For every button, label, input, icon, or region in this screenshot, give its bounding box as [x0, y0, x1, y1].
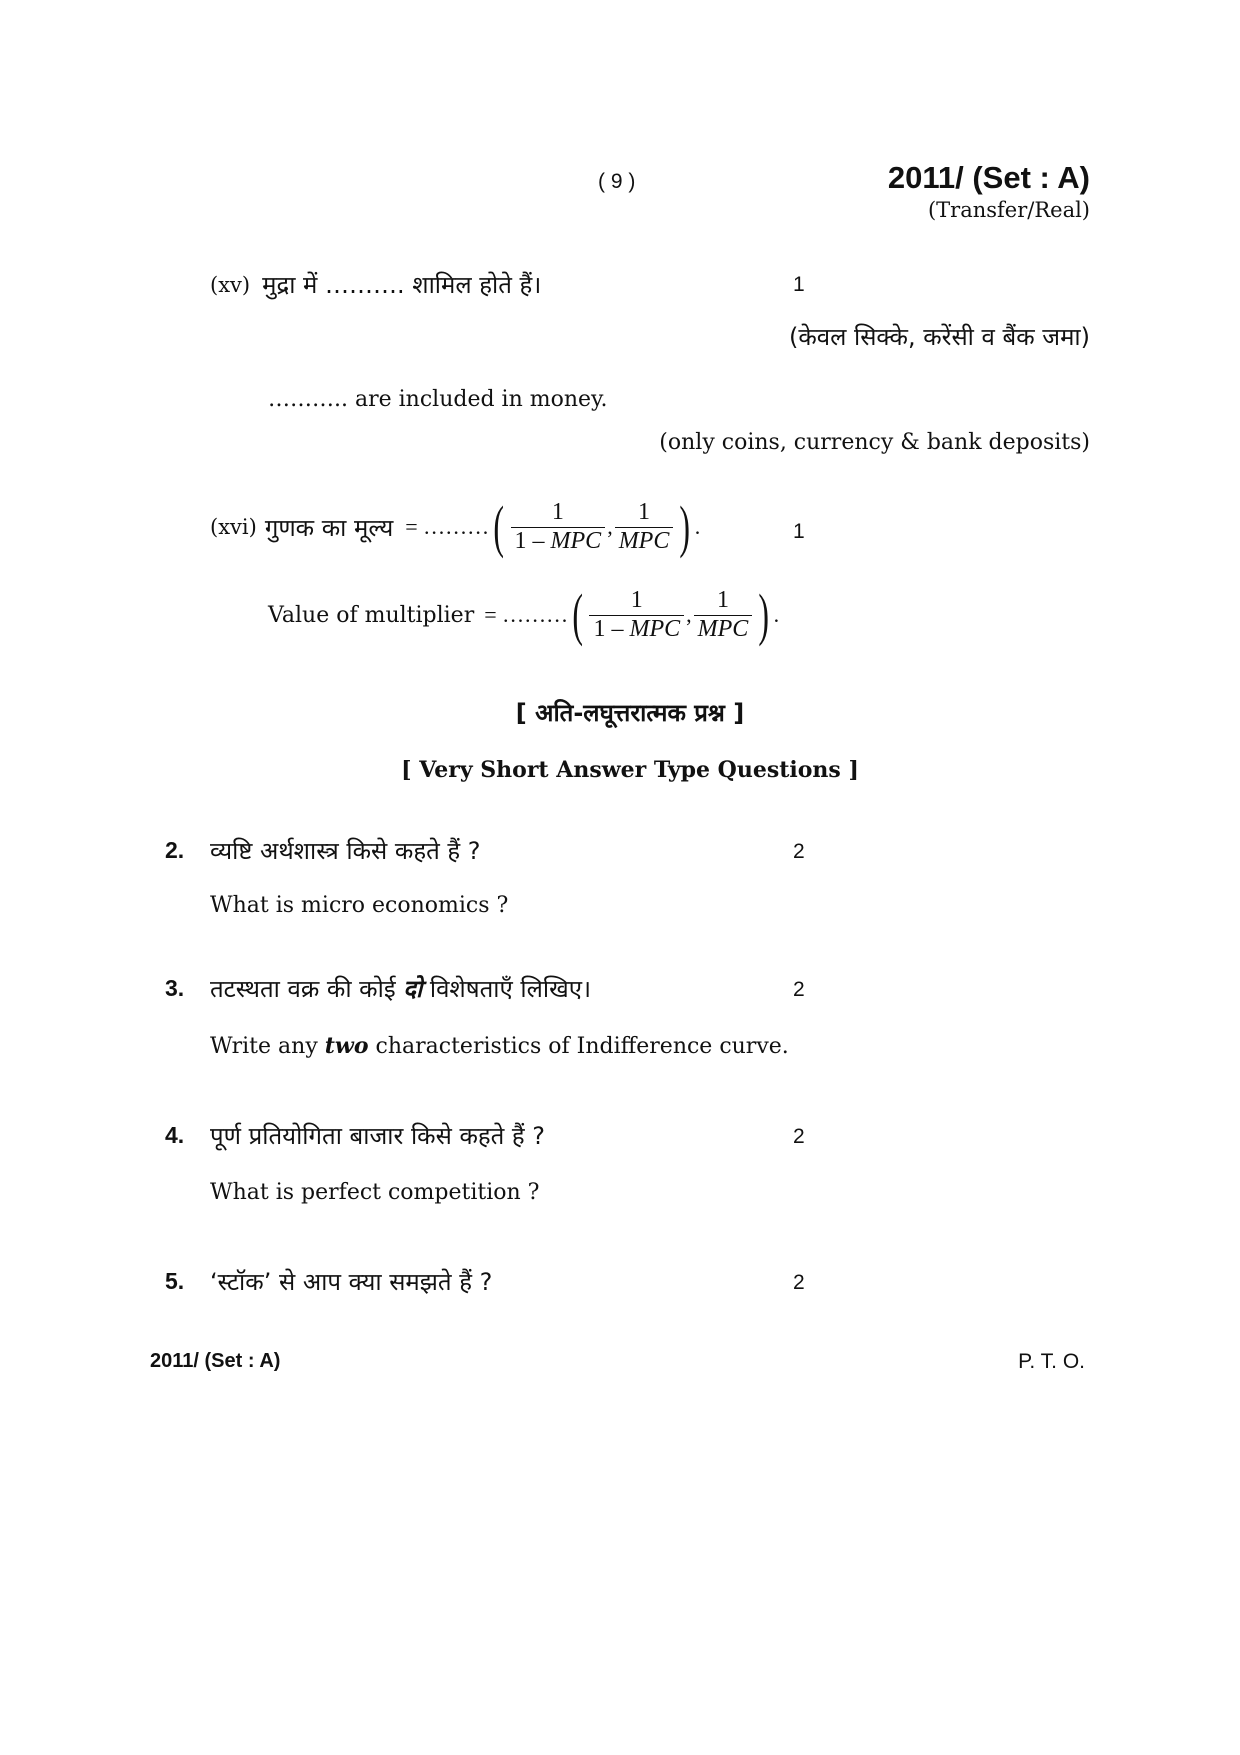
fraction-one-over-mpc — [694, 587, 753, 643]
fraction-numerator: 1 — [716, 586, 729, 613]
question-xvi-hindi-label: गुणक का मूल्य — [264, 513, 394, 542]
fraction-one-over-one-minus-mpc — [589, 587, 684, 643]
den-var: MPC — [550, 527, 602, 554]
question-xv-hindi-text: मुद्रा में ………. शामिल होते हैं। — [262, 271, 542, 299]
close-paren: ) — [758, 582, 770, 647]
fraction-one-over-mpc — [615, 499, 674, 555]
question-3-english — [210, 1033, 789, 1059]
open-paren: ( — [572, 582, 584, 647]
question-3-english-text-end: characteristics of Indifference curve. — [368, 1033, 789, 1059]
question-5-number: 5. — [165, 1268, 185, 1294]
den-prefix: 1 – — [593, 615, 630, 642]
question-3-hindi-text-start: तटस्थता वक्र की कोई — [210, 975, 404, 1003]
question-2-hindi-text: व्यष्टि अर्थशास्त्र किसे कहते हैं ? — [210, 837, 481, 865]
question-xv-hindi-options: (केवल सिक्के, करेंसी व बैंक जमा) — [788, 323, 1090, 351]
question-4-number: 4. — [165, 1122, 185, 1148]
question-xvi-english-label: Value of multiplier — [268, 602, 475, 628]
open-paren: ( — [493, 494, 505, 559]
fraction-one-over-one-minus-mpc — [511, 499, 606, 555]
fraction-numerator: 1 — [638, 498, 651, 525]
question-xvi-marks: 1 — [793, 520, 805, 543]
close-paren: ) — [679, 494, 691, 559]
question-xv-english-options: (only coins, currency & bank deposits) — [659, 430, 1090, 455]
fraction-numerator: 1 — [551, 498, 564, 525]
question-4-hindi-text: पूर्ण प्रतियोगिता बाजार किसे कहते हैं ? — [210, 1122, 546, 1150]
set-note: (Transfer/Real) — [927, 198, 1090, 222]
question-3-marks: 2 — [793, 978, 805, 1001]
question-xv-marks: 1 — [793, 273, 805, 296]
question-2-english-text: What is micro economics ? — [210, 893, 509, 918]
question-xvi-english — [268, 582, 780, 647]
question-5-hindi-text: ‘स्टॉक’ से आप क्या समझते हैं ? — [210, 1268, 493, 1296]
footer-pto: P. T. O. — [1018, 1350, 1085, 1373]
fraction-denominator — [694, 615, 753, 644]
den-var: MPC — [618, 527, 670, 554]
section-heading-hindi: [ अति-लघूत्तरात्मक प्रश्न ] — [515, 699, 745, 727]
question-xvi-hindi — [210, 494, 701, 559]
question-2-hindi — [165, 834, 481, 867]
question-2-marks: 2 — [793, 840, 805, 863]
question-5-marks: 2 — [793, 1271, 805, 1294]
question-3-number: 3. — [165, 975, 185, 1001]
question-4-hindi — [165, 1119, 545, 1152]
question-3-english-text-start: Write any — [210, 1033, 325, 1059]
comma: , — [686, 602, 692, 627]
question-3-english-emphasis: two — [324, 1033, 369, 1059]
den-var: MPC — [629, 615, 681, 642]
comma: , — [607, 514, 613, 539]
question-4-marks: 2 — [793, 1125, 805, 1148]
period: . — [773, 602, 780, 627]
fraction-denominator — [511, 527, 606, 556]
fraction-denominator — [615, 527, 674, 556]
question-xv-hindi — [210, 268, 541, 301]
question-xvi-number: (xvi) — [210, 515, 257, 539]
question-3-hindi-emphasis: दो — [403, 975, 423, 1003]
question-3-hindi — [165, 972, 591, 1005]
question-xv-english-text: ……….. are included in money. — [268, 387, 608, 412]
set-code-header: 2011/ (Set : A) — [887, 160, 1090, 195]
fraction-denominator — [589, 615, 684, 644]
footer-set-code: 2011/ (Set : A) — [150, 1350, 281, 1372]
question-5-hindi — [165, 1265, 492, 1298]
question-2-number: 2. — [165, 837, 185, 863]
page-number: ( 9 ) — [598, 170, 636, 193]
question-4-english-text: What is perfect competition ? — [210, 1180, 540, 1205]
question-3-hindi-text-end: विशेषताएँ लिखिए। — [422, 975, 592, 1003]
den-prefix: 1 – — [514, 527, 551, 554]
question-xv-number: (xv) — [210, 272, 251, 297]
equals-dots: = ……… — [484, 602, 569, 627]
section-heading-english: [ Very Short Answer Type Questions ] — [401, 757, 859, 783]
period: . — [694, 514, 701, 539]
equals-dots: = ……… — [405, 514, 490, 539]
den-var: MPC — [697, 615, 749, 642]
fraction-numerator: 1 — [630, 586, 643, 613]
